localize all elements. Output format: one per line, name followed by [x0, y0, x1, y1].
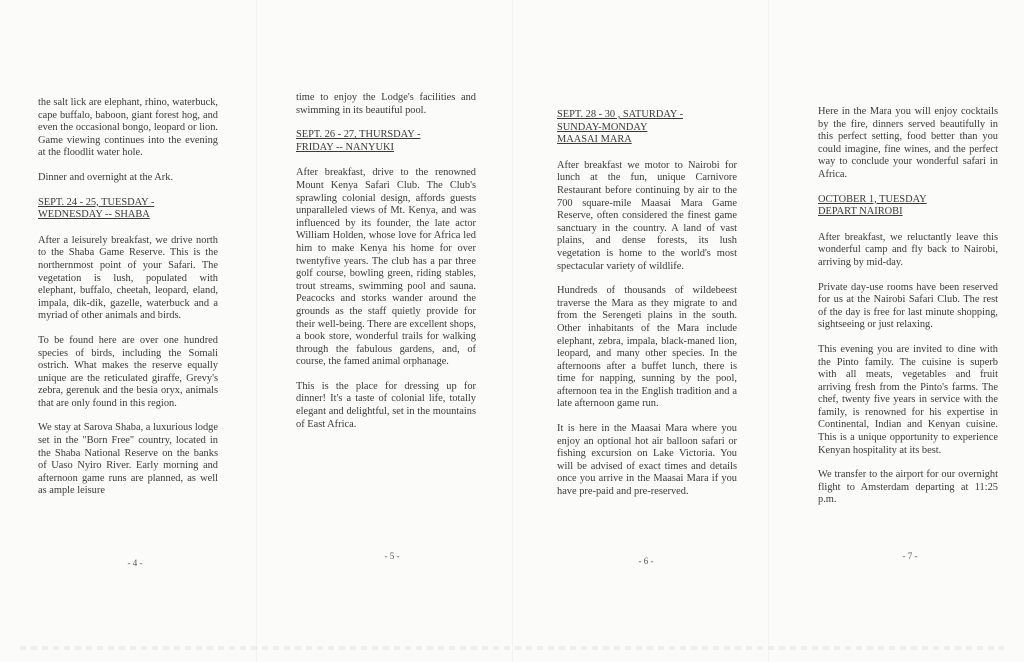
page-number: - 5 -: [384, 551, 400, 561]
paragraph: We stay at Sarova Shaba, a luxurious lodge set in the "Born Free" country, located in the Shaba National Reserve on the banks of Uaso Nyiro River. Early morning and afternoon game runs are planned, as well as ample leisure: [38, 422, 218, 497]
section-heading-line: SEPT. 26 - 27, THURSDAY -: [296, 129, 421, 141]
section-heading: [296, 129, 476, 154]
page-number: - 4 -: [127, 558, 143, 568]
page-6-column: [557, 109, 737, 511]
section-heading-line: DEPART NAIROBI: [818, 206, 903, 218]
fold-line: [512, 0, 513, 662]
section-heading-line: SEPT. 24 - 25, TUESDAY -: [38, 196, 155, 208]
paragraph: After breakfast, drive to the renowned Mount Kenya Safari Club. The Club's sprawling colonial design, affords guests unparalleled views of Mt. Kenya, and was influenced by its founder, the late actor William Holden, whose love for Africa led him to make Kenya his home for over twentyfive years. The club has a par three golf course, bowling green, riding stables, trout streams, swimming pool and sauna. Peacocks and storks wander around the grounds as the staff quietly provide for their well-being. There are excellent shops, a book store, wonderful trails for walking through the fabulous gardens, and, of course, the famed animal orphanage.: [296, 167, 476, 368]
page-4-column: [38, 97, 218, 510]
page-number: - 6 -: [638, 556, 654, 566]
section-heading: [818, 194, 998, 219]
section-heading-line: WEDNESDAY -- SHABA: [38, 209, 150, 221]
paragraph: It is here in the Maasai Mara where you enjoy an optional hot air balloon safari or fishing excursion on Lake Victoria. You will be advised of exact times and details once you arrive in the Maasai Mara if you have pre-paid and pre-reserved.: [557, 423, 737, 498]
paragraph: After breakfast, we reluctantly leave this wonderful camp and fly back to Nairobi, arriving by mid-day.: [818, 231, 998, 268]
section-heading-line: SUNDAY-MONDAY: [557, 121, 648, 133]
paragraph: After breakfast we motor to Nairobi for lunch at the fun, unique Carnivore Restaurant before continuing by air to the 700 square-mile Maasai Mara Game Reserve, often considered the finest game sanctuary in the country. A land of vast plains, and dense forests, its lush vegetation is home to the world's most spectacular variety of wildlife.: [557, 159, 737, 272]
section-heading-line: MAASAI MARA: [557, 134, 632, 146]
paragraph: Hundreds of thousands of wildebeest traverse the Mara as they migrate to and from the Serengeti plains in the south. Other inhabitants of the Mara include elephant, zebra, impala, black-maned lion, leopard, and many other species. In the afternoons after a buffet lunch, there is time for napping, sunning by the pool, afternoon tea in the English tradition and a late afternoon game run.: [557, 285, 737, 410]
section-heading: [557, 109, 737, 147]
section-heading-line: FRIDAY -- NANYUKI: [296, 141, 394, 153]
paragraph: Dinner and overnight at the Ark.: [38, 171, 174, 183]
paragraph: Private day-use rooms have been reserved for us at the Nairobi Safari Club. The rest of the day is free for last minute shopping, sightseeing or just relaxing.: [818, 281, 998, 331]
fold-line: [768, 0, 769, 662]
bleed-through-text: [20, 646, 1004, 650]
paragraph: We transfer to the airport for our overnight flight to Amsterdam departing at 11:25 p.m.: [818, 469, 998, 506]
paragraph: time to enjoy the Lodge's facilities and swimming in its beautiful pool.: [296, 92, 476, 116]
page-7-column: [818, 106, 998, 519]
paragraph: This is the place for dressing up for dinner! It's a taste of colonial life, totally elegant and delightful, set in the mountains of East Africa.: [296, 380, 476, 430]
section-heading: [38, 197, 218, 222]
page-5-column: [296, 92, 476, 443]
fold-line: [256, 0, 257, 662]
paragraph: the salt lick are elephant, rhino, waterbuck, cape buffalo, baboon, giant forest hog, and even the occasional bongo, leopard or lion. Game viewing continues into the evening at the floodlit water hole.: [38, 97, 218, 159]
page-number: - 7 -: [902, 551, 918, 561]
section-heading-line: OCTOBER 1, TUESDAY: [818, 193, 927, 205]
paragraph: This evening you are invited to dine with the Pinto family. The cuisine is superb with all meats, vegetables and fruit arriving fresh from the Pinto's farms. The chef, twenty five years in service with the family, is renowned for his expertise in Continental, Indian and Kenyan cuisine. This is a unique opportunity to experience Kenyan hospitality at its best.: [818, 343, 998, 456]
section-heading-line: SEPT. 28 - 30 , SATURDAY -: [557, 109, 684, 120]
paragraph: After a leisurely breakfast, we drive north to the Shaba Game Reserve. This is the northernmost point of your Safari. The vegetation is lush, populated with elephant, buffalo, cheetah, leopard, eland, impala, dik-dik, gazelle, waterbuck and a myriad of other animals and birds.: [38, 234, 218, 322]
paragraph: Here in the Mara you will enjoy cocktails by the fire, dinners served beautifully in this perfect setting, food better than you could imagine, fine wines, and the perfect way to conclude your wonderful safari in Africa.: [818, 106, 998, 180]
paragraph: To be found here are over one hundred species of birds, including the Somali ostrich. What makes the reserve equally unique are the reticulated giraffe, Grevy's zebra, gerenuk and the besia oryx, animals that are only found in this region.: [38, 334, 218, 409]
